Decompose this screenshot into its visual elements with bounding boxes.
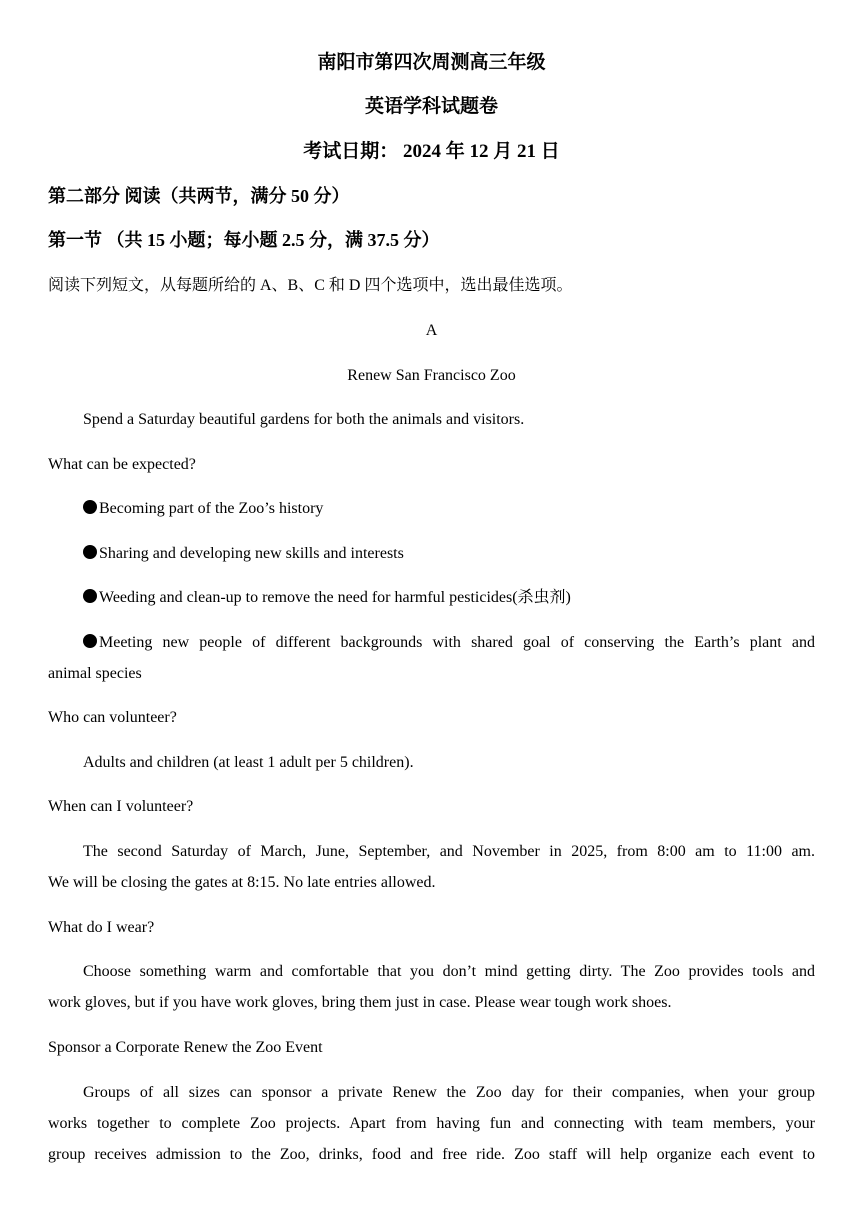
answer-sponsor-line1: Groups of all sizes can sponsor a private Renew the Zoo day for their companies, when your group	[83, 1084, 815, 1101]
heading-sponsor: Sponsor a Corporate Renew the Zoo Event	[48, 1039, 323, 1056]
exam-subtitle: 英语学科试题卷	[364, 96, 498, 117]
answer-sponsor-line3: group receives admission to the Zoo, drinks, food and free ride. Zoo staff will help organize each event to	[48, 1146, 815, 1163]
answer-wear-line1: Choose something warm and comfortable that you don’t mind getting dirty. The Zoo provides tools and	[83, 963, 815, 980]
heading-expected: What can be expected?	[48, 456, 196, 473]
date-value: 2024 年 12 月 21 日	[403, 141, 560, 162]
bullet-continuation: animal species	[48, 665, 142, 682]
date-label: 考试日期：	[303, 141, 399, 162]
section-heading: 第一节 （共 15 小题；每小题 2.5 分，满 37.5 分）	[48, 230, 440, 250]
heading-wear: What do I wear?	[48, 919, 155, 936]
heading-when: When can I volunteer?	[48, 798, 194, 815]
bullet-icon	[83, 500, 97, 514]
passage-letter: A	[425, 322, 438, 339]
heading-who: Who can volunteer?	[48, 709, 177, 726]
answer-when-line2: We will be closing the gates at 8:15. No late entries allowed.	[48, 874, 436, 891]
answer-sponsor-line2: works together to complete Zoo projects. Apart from having fun and connecting with team members, your	[48, 1115, 815, 1132]
bullet-icon	[83, 545, 97, 559]
bullet-item	[48, 588, 815, 608]
bullet-text: Weeding and clean-up to remove the need for harmful pesticides(杀虫剂)	[99, 589, 571, 606]
bullet-item	[48, 499, 815, 519]
exam-title: 南阳市第四次周测高三年级	[317, 52, 546, 73]
bullet-text: Meeting new people of different backgrounds with shared goal of conserving the Earth’s plant and	[99, 634, 815, 651]
bullet-text: Becoming part of the Zoo’s history	[99, 500, 324, 517]
answer-who: Adults and children (at least 1 adult per 5 children).	[83, 754, 414, 771]
intro-text: Spend a Saturday beautiful gardens for both the animals and visitors.	[83, 411, 525, 428]
bullet-icon	[83, 634, 97, 648]
passage-title: Renew San Francisco Zoo	[347, 367, 516, 384]
bullet-icon	[83, 589, 97, 603]
bullet-item	[48, 544, 815, 564]
bullet-item	[48, 633, 815, 653]
part-heading: 第二部分 阅读（共两节，满分 50 分）	[48, 186, 350, 206]
bullet-text: Sharing and developing new skills and interests	[99, 545, 404, 562]
answer-wear-line2: work gloves, but if you have work gloves, bring them just in case. Please wear tough work shoes.	[48, 994, 672, 1011]
instruction-text: 阅读下列短文，从每题所给的 A、B、C 和 D 四个选项中，选出最佳选项。	[48, 277, 573, 294]
answer-when-line1: The second Saturday of March, June, September, and November in 2025, from 8:00 am to 11:00 am.	[83, 843, 815, 860]
exam-date	[48, 142, 815, 162]
